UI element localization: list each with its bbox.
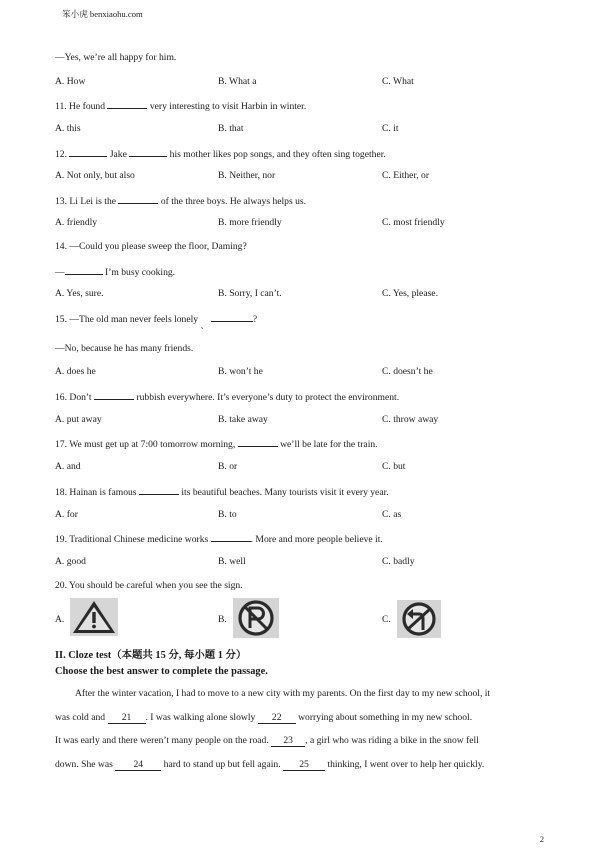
section-instruction: Choose the best answer to complete the passage. bbox=[55, 666, 268, 677]
q13-option-b: B. more friendly bbox=[218, 217, 282, 228]
q17-post: we’ll be late for the train. bbox=[280, 439, 378, 450]
q12-post: his mother likes pop songs, and they often sing together. bbox=[169, 149, 386, 160]
q14-post2: I’m busy cooking. bbox=[105, 267, 176, 278]
q18-option-b: B. to bbox=[218, 509, 237, 520]
q19-pre: 19. Traditional Chinese medicine works bbox=[55, 534, 209, 545]
q20-option-b: B. bbox=[218, 614, 227, 625]
q12-mid: Jake bbox=[109, 149, 127, 160]
q16-blank bbox=[94, 390, 134, 400]
q11-pre: 11. He found bbox=[55, 101, 106, 112]
q20-option-a: A. bbox=[55, 614, 65, 625]
q15-option-b: B. won’t he bbox=[218, 366, 263, 377]
q19-option-c: C. badly bbox=[382, 556, 415, 567]
q15-mark: 、 bbox=[200, 321, 209, 330]
q16-stem bbox=[55, 390, 399, 403]
section-title: II. Cloze test（本题共 15 分, 每小题 1 分） bbox=[55, 650, 247, 661]
cloze-blank-25: 25 bbox=[283, 759, 325, 771]
q14-pre2: — bbox=[55, 267, 65, 278]
q19-option-a: A. good bbox=[55, 556, 86, 567]
q13-post: of the three boys. He always helps us. bbox=[160, 196, 307, 207]
q17-option-a: A. and bbox=[55, 461, 81, 472]
q12-option-a: A. Not only, but also bbox=[55, 170, 135, 181]
passage-text: . I was walking alone slowly bbox=[145, 712, 256, 723]
q19-stem bbox=[55, 532, 383, 545]
q19-post: . More and more people believe it. bbox=[250, 534, 383, 545]
q15-option-a: A. does he bbox=[55, 366, 96, 377]
q17-stem bbox=[55, 437, 378, 450]
q12-option-b: B. Neither, nor bbox=[218, 170, 276, 181]
q17-blank bbox=[238, 437, 278, 447]
passage-line-2 bbox=[55, 712, 472, 724]
cloze-blank-21: 21 bbox=[108, 712, 146, 724]
q11-option-b: B. that bbox=[218, 123, 244, 134]
q13-stem bbox=[55, 194, 306, 207]
q18-option-a: A. for bbox=[55, 509, 78, 520]
q10-option-a: A. How bbox=[55, 76, 86, 87]
q16-pre: 16. Don’t bbox=[55, 392, 92, 403]
cloze-blank-22: 22 bbox=[258, 712, 296, 724]
q17-option-c: C. but bbox=[382, 461, 406, 472]
passage-text: was cold and bbox=[55, 712, 106, 723]
q11-blank bbox=[107, 99, 147, 109]
q12-stem bbox=[55, 147, 386, 160]
q15-post: ? bbox=[252, 314, 258, 325]
q20-option-c: C. bbox=[382, 614, 391, 625]
q15-option-c: C. doesn’t he bbox=[382, 366, 433, 377]
q14-option-c: C. Yes, please. bbox=[382, 288, 438, 299]
q16-option-b: B. take away bbox=[218, 414, 268, 425]
q14-option-b: B. Sorry, I can’t. bbox=[218, 288, 282, 299]
passage-line-1: After the winter vacation, I had to move to a new city with my parents. On the first day to my new school, it bbox=[75, 688, 491, 699]
passage-text: down. She was bbox=[55, 759, 113, 770]
q18-blank bbox=[139, 485, 179, 495]
q20-stem: 20. You should be careful when you see the sign. bbox=[55, 580, 243, 591]
q19-blank bbox=[211, 532, 251, 542]
q15-response: —No, because he has many friends. bbox=[55, 343, 194, 354]
q17-pre: 17. We must get up at 7:00 tomorrow morning, bbox=[55, 439, 236, 450]
q15-stem bbox=[55, 312, 258, 330]
q14-response bbox=[55, 265, 175, 278]
q12-option-c: C. Either, or bbox=[382, 170, 430, 181]
q13-blank bbox=[118, 194, 158, 204]
warning-sign-icon bbox=[70, 598, 118, 636]
passage-text: worrying about something in my new school. bbox=[298, 712, 473, 723]
q18-option-c: C. as bbox=[382, 509, 402, 520]
passage-text: thinking, I went over to help her quickly. bbox=[327, 759, 485, 770]
q10-option-c: C. What bbox=[382, 76, 414, 87]
q14-option-a: A. Yes, sure. bbox=[55, 288, 104, 299]
q14-stem: 14. —Could you please sweep the floor, Daming? bbox=[55, 241, 247, 252]
passage-line-3 bbox=[55, 735, 479, 747]
q18-stem bbox=[55, 485, 389, 498]
q12-blank-1 bbox=[69, 147, 107, 157]
q15-pre: 15. —The old man never feels lonely bbox=[55, 314, 199, 325]
q19-option-b: B. well bbox=[218, 556, 246, 567]
q18-pre: 18. Hainan is famous bbox=[55, 487, 137, 498]
q15-blank bbox=[211, 312, 253, 322]
cloze-blank-24: 24 bbox=[115, 759, 161, 771]
q11-stem bbox=[55, 99, 306, 112]
q16-post: rubbish everywhere. It’s everyone’s duty to protect the environment. bbox=[136, 392, 400, 403]
q12-blank-2 bbox=[129, 147, 167, 157]
no-parking-sign-icon bbox=[233, 598, 279, 638]
q18-post: its beautiful beaches. Many tourists visit it every year. bbox=[181, 487, 389, 498]
q10-response: —Yes, we’re all happy for him. bbox=[55, 52, 177, 63]
passage-line-4 bbox=[55, 759, 484, 771]
q11-post: very interesting to visit Harbin in winter. bbox=[149, 101, 307, 112]
cloze-blank-23: 23 bbox=[271, 735, 305, 747]
q17-option-b: B. or bbox=[218, 461, 238, 472]
q10-option-b: B. What a bbox=[218, 76, 257, 87]
passage-text: It was early and there weren’t many people on the road. bbox=[55, 735, 269, 746]
q14-blank bbox=[65, 265, 103, 275]
q13-option-c: C. most friendly bbox=[382, 217, 445, 228]
q13-option-a: A. friendly bbox=[55, 217, 98, 228]
q16-option-c: C. throw away bbox=[382, 414, 439, 425]
q12-pre: 12. bbox=[55, 149, 67, 160]
passage-text: hard to stand up but fell again. bbox=[163, 759, 281, 770]
q11-option-a: A. this bbox=[55, 123, 81, 134]
page-number: 2 bbox=[539, 834, 544, 844]
no-left-turn-sign-icon bbox=[397, 600, 441, 638]
q13-pre: 13. Li Lei is the bbox=[55, 196, 117, 207]
passage-text: , a girl who was riding a bike in the snow fell bbox=[305, 735, 479, 746]
site-header: 笨小虎 benxiaohu.com bbox=[62, 9, 143, 19]
q16-option-a: A. put away bbox=[55, 414, 102, 425]
q11-option-c: C. it bbox=[382, 123, 399, 134]
